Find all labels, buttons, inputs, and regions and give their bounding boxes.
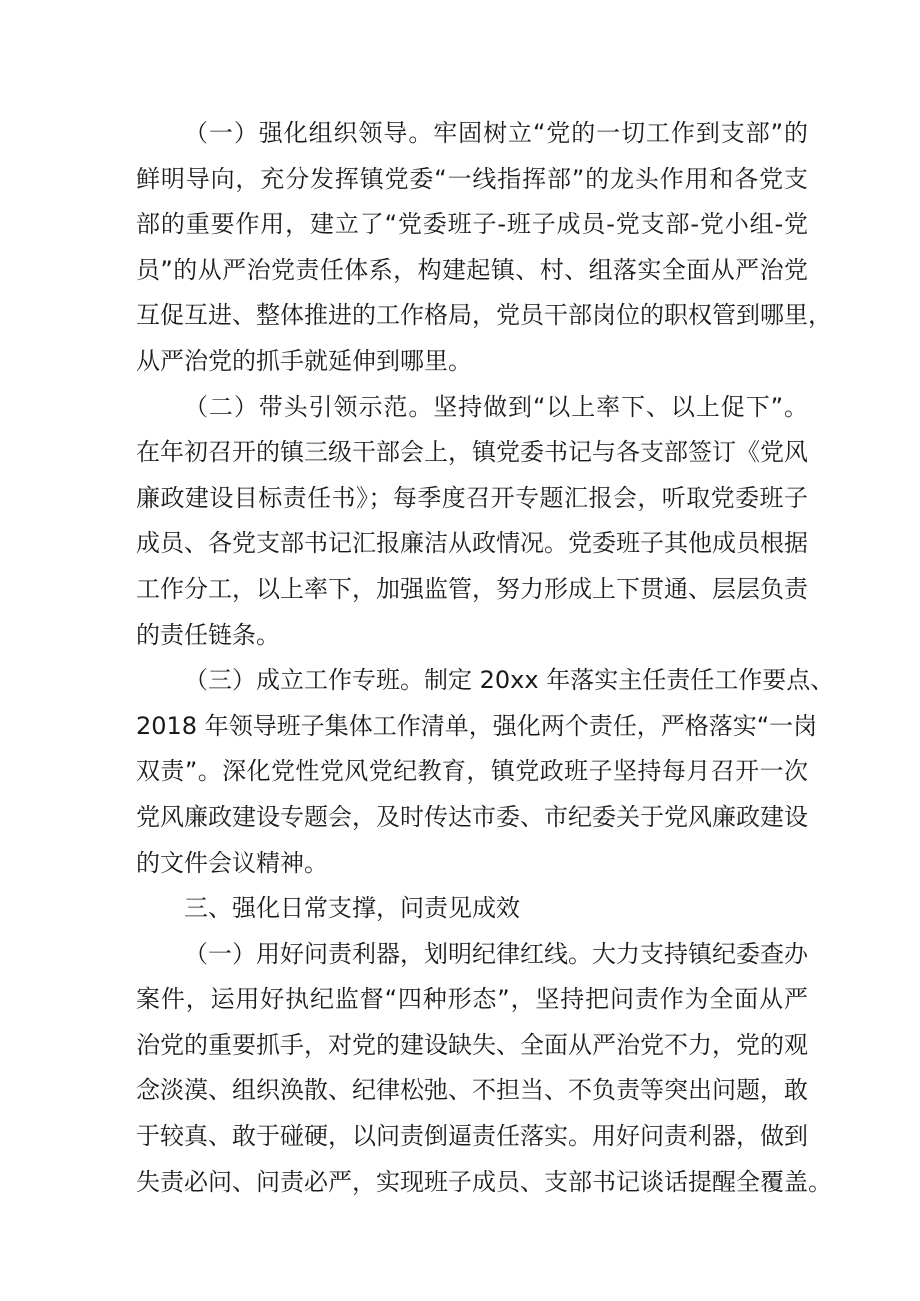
text-line: 案件，运用好执纪监督“四种形态”，坚持把问责作为全面从严: [136, 985, 808, 1014]
text-line: 鲜明导向，充分发挥镇党委“一线指挥部”的龙头作用和各党支: [136, 164, 808, 193]
text-line: 失责必问、问责必严，实现班子成员、支部书记谈话提醒全覆盖。: [136, 1167, 832, 1196]
text-line: 于较真、敢于碰硬，以问责倒逼责任落实。用好问责利器，做到: [136, 1122, 808, 1151]
document-body: [136, 111, 835, 1205]
text-line: 廉政建设目标责任书》；每季度召开专题汇报会，听取党委班子: [136, 483, 808, 512]
paragraph-2: [136, 385, 808, 659]
text-line: （一）强化组织领导。牢固树立“党的一切工作到支部”的: [184, 119, 808, 147]
text-line: 互促互进、整体推进的工作格局，党员干部岗位的职权管到哪里，: [136, 301, 832, 330]
paragraph-4: [136, 932, 832, 1206]
section-heading: [136, 886, 808, 932]
text-line: 的责任链条。: [136, 620, 280, 649]
text-line: 的文件会议精神。: [136, 848, 328, 877]
text-line: （二）带头引领示范。坚持做到“以上率下、以上促下”。: [184, 392, 808, 421]
text-line: 在年初召开的镇三级干部会上，镇党委书记与各支部签订《党风: [136, 438, 808, 467]
text-line: 党风廉政建设专题会，及时传达市委、市纪委关于党风廉政建设: [136, 802, 808, 831]
heading-text: 三、强化日常支撑，问责见成效: [184, 894, 520, 923]
text-line: （一）用好问责利器，划明纪律红线。大力支持镇纪委查办: [184, 939, 808, 968]
text-line: 员”的从严治党责任体系，构建起镇、村、组落实全面从严治党: [136, 255, 808, 284]
text-line: 双责”。深化党性党风党纪教育，镇党政班子坚持每月召开一次: [136, 757, 808, 786]
text-line: 2018 年领导班子集体工作清单，强化两个责任，严格落实“一岗: [136, 711, 818, 740]
text-line: 成员、各党支部书记汇报廉洁从政情况。党委班子其他成员根据: [136, 529, 808, 558]
paragraph-3: [136, 658, 835, 886]
text-line: 治党的重要抓手，对党的建设缺失、全面从严治党不力，党的观: [136, 1030, 808, 1059]
text-line: 念淡漠、组织涣散、纪律松弛、不担当、不负责等突出问题，敢: [136, 1076, 808, 1105]
text-line: 从严治党的抓手就延伸到哪里。: [136, 346, 472, 375]
paragraph-1: [136, 111, 832, 385]
text-line: 部的重要作用，建立了“党委班子-班子成员-党支部-党小组-党: [136, 210, 808, 239]
text-line: 工作分工，以上率下，加强监管，努力形成上下贯通、层层负责: [136, 574, 808, 603]
text-line: （三）成立工作专班。制定 20xx 年落实主任责任工作要点、: [184, 666, 835, 695]
